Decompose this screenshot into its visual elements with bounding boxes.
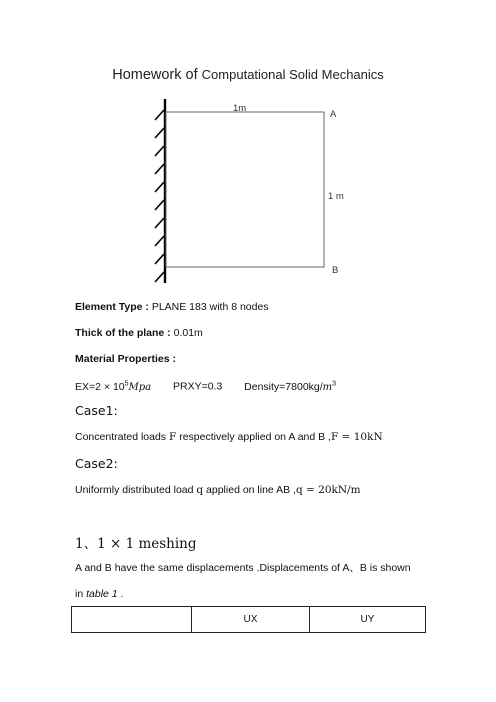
element-type-line — [75, 301, 269, 314]
case2-load-value: q = 20kN/m — [295, 484, 361, 496]
support-hatching — [155, 110, 164, 282]
case1-load-value: F = 10kN — [330, 431, 383, 443]
displacement-table — [71, 606, 426, 633]
table-header-empty — [72, 607, 192, 633]
plate-height-label: 1 m — [328, 191, 344, 202]
section-1-heading: 1、1 × 1 meshing — [75, 536, 197, 552]
case2-symbol: q — [196, 484, 204, 496]
element-type-value: PLANE 183 with 8 nodes — [151, 301, 269, 313]
table-header-ux: UX — [192, 607, 310, 633]
case1-heading: Case1: — [75, 403, 118, 418]
case2-heading: Case2: — [75, 456, 118, 471]
table-reference: table 1 — [86, 588, 118, 600]
node-a-label: A — [330, 109, 337, 120]
case1-symbol: F — [168, 431, 177, 443]
thickness-value: 0.01m — [173, 327, 203, 339]
node-b-label: B — [332, 265, 339, 276]
material-label: Material Properties : — [75, 353, 176, 365]
ex-value: $EX=2 \times 10^5Mpa$ — [75, 380, 152, 393]
material-values-line — [75, 377, 336, 394]
prxy-value: PRXY=0.3 — [172, 380, 223, 393]
thickness-line — [75, 327, 203, 340]
table-header-row — [72, 607, 426, 633]
thickness-label: Thick of the plane : — [75, 327, 171, 339]
square-plate — [166, 112, 324, 267]
element-type-label: Element Type : — [75, 301, 149, 313]
table-header-uy: UY — [310, 607, 426, 633]
results-paragraph-line1: A and B have the same displacements .Displacements of A、B is shown — [75, 562, 411, 574]
material-heading — [75, 353, 176, 366]
plate-diagram — [150, 96, 350, 286]
density-value: $Density=7800kg/m^3$ — [244, 380, 337, 393]
title-prefix: Homework of — [112, 67, 202, 83]
page-title — [0, 66, 496, 83]
title-subject: Computational Solid Mechanics — [201, 67, 384, 82]
case1-description: Concentrated loads F respectively applied on A and B ,F = 10kN — [75, 431, 383, 443]
results-paragraph-line2: in table 1 . — [75, 588, 124, 600]
plate-width-label: 1m — [233, 103, 247, 114]
case2-description: Uniformly distributed load q applied on line AB ,q = 20kN/m — [75, 484, 361, 496]
